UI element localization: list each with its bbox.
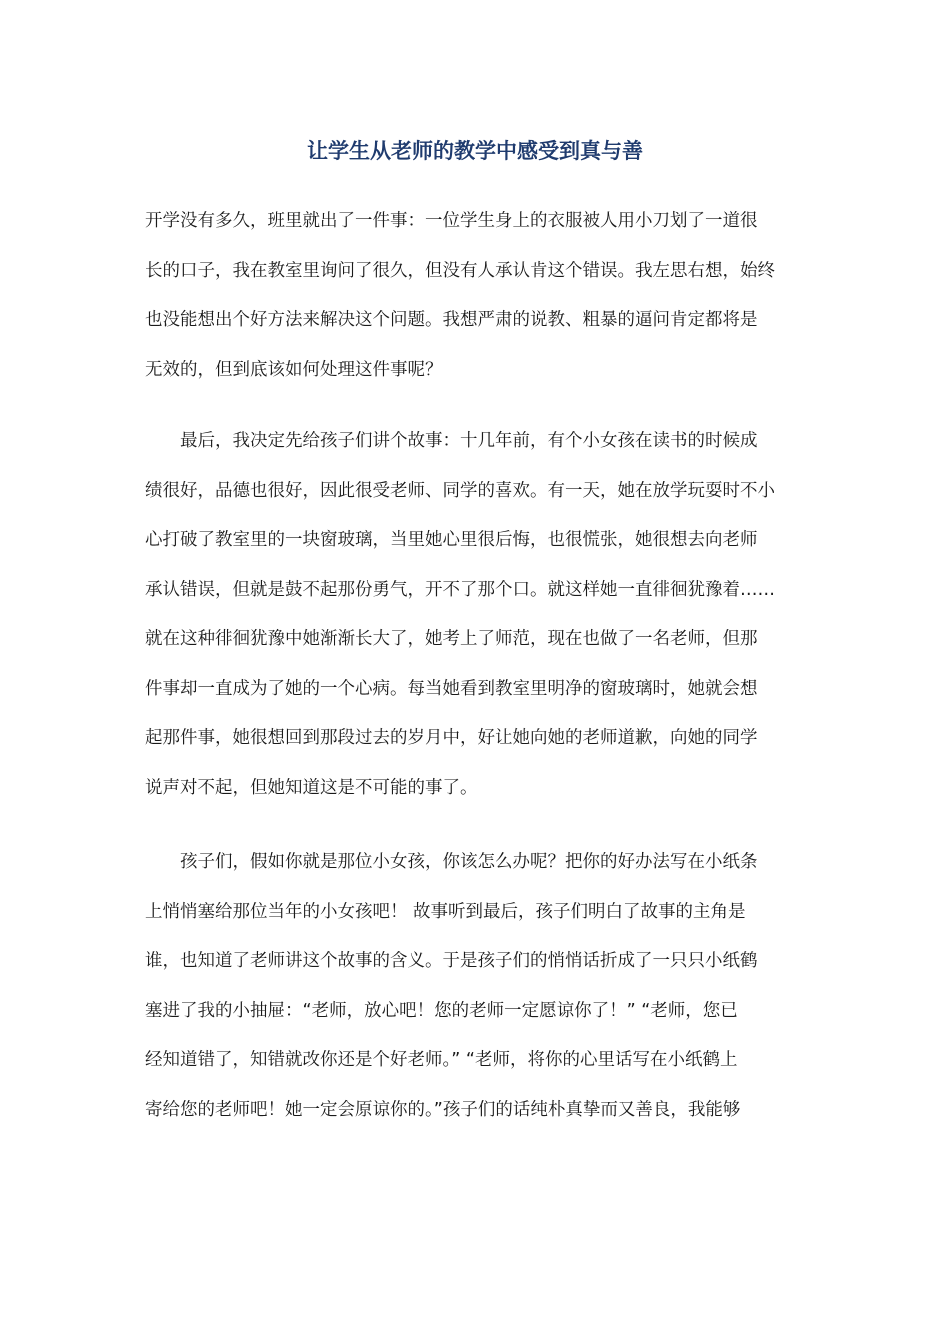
text-line: 经知道错了，知错就改你还是个好老师。” “老师，将你的心里话写在小纸鹤上: [145, 1050, 738, 1070]
text-line: 无效的，但到底该如何处理这件事呢？: [145, 359, 443, 380]
text-line: 心打破了教室里的一块窗玻璃，当里她心里很后悔，也很慌张，她很想去向老师: [145, 530, 758, 550]
text-line: 上悄悄塞给那位当年的小女孩吧！ 故事听到最后，孩子们明白了故事的主角是: [145, 901, 746, 922]
text-line: 件事却一直成为了她的一个心病。每当她看到教室里明净的窗玻璃时，她就会想: [145, 678, 758, 699]
text-line: 长的口子，我在教室里询问了很久，但没有人承认肯这个错误。我左思右想，始终: [145, 260, 775, 281]
text-line: 就在这种徘徊犹豫中她渐渐长大了，她考上了师范，现在也做了一名老师，但那: [145, 629, 758, 649]
text-line: 谁，也知道了老师讲这个故事的含义。于是孩子们的悄悄话折成了一只只小纸鹤: [145, 951, 758, 971]
document-title: 让学生从老师的教学中感受到真与善: [307, 139, 643, 163]
text-line: 起那件事，她很想回到那段过去的岁月中，好让她向她的老师道歉，向她的同学: [145, 728, 758, 748]
text-line: 最后，我决定先给孩子们讲个故事：十几年前，有个小女孩在读书的时候成: [145, 431, 758, 451]
text-line: 寄给您的老师吧！她一定会原谅你的。”孩子们的话纯朴真挚而又善良，我能够: [145, 1099, 741, 1120]
paragraph-3: [145, 838, 807, 1135]
text-line: 绩很好，品德也很好，因此很受老师、同学的喜欢。有一天，她在放学玩耍时不小: [145, 480, 775, 501]
text-line: 承认错误，但就是鼓不起那份勇气，开不了那个口。就这样她一直徘徊犹豫着……: [145, 579, 775, 600]
text-line: 说声对不起，但她知道这是不可能的事了。: [145, 777, 478, 798]
paragraph-2: [145, 417, 807, 813]
text-line: 孩子们，假如你就是那位小女孩，你该怎么办呢？把你的好办法写在小纸条: [145, 852, 758, 872]
text-line: 塞进了我的小抽屉：“老师，放心吧！您的老师一定愿谅你了！” “老师，您已: [145, 1000, 738, 1021]
text-line: 也没能想出个好方法来解决这个问题。我想严肃的说教、粗暴的逼问肯定都将是: [145, 310, 758, 330]
text-line: 开学没有多久，班里就出了一件事：一位学生身上的衣服被人用小刀划了一道很: [145, 211, 758, 231]
paragraph-1: [145, 197, 807, 395]
